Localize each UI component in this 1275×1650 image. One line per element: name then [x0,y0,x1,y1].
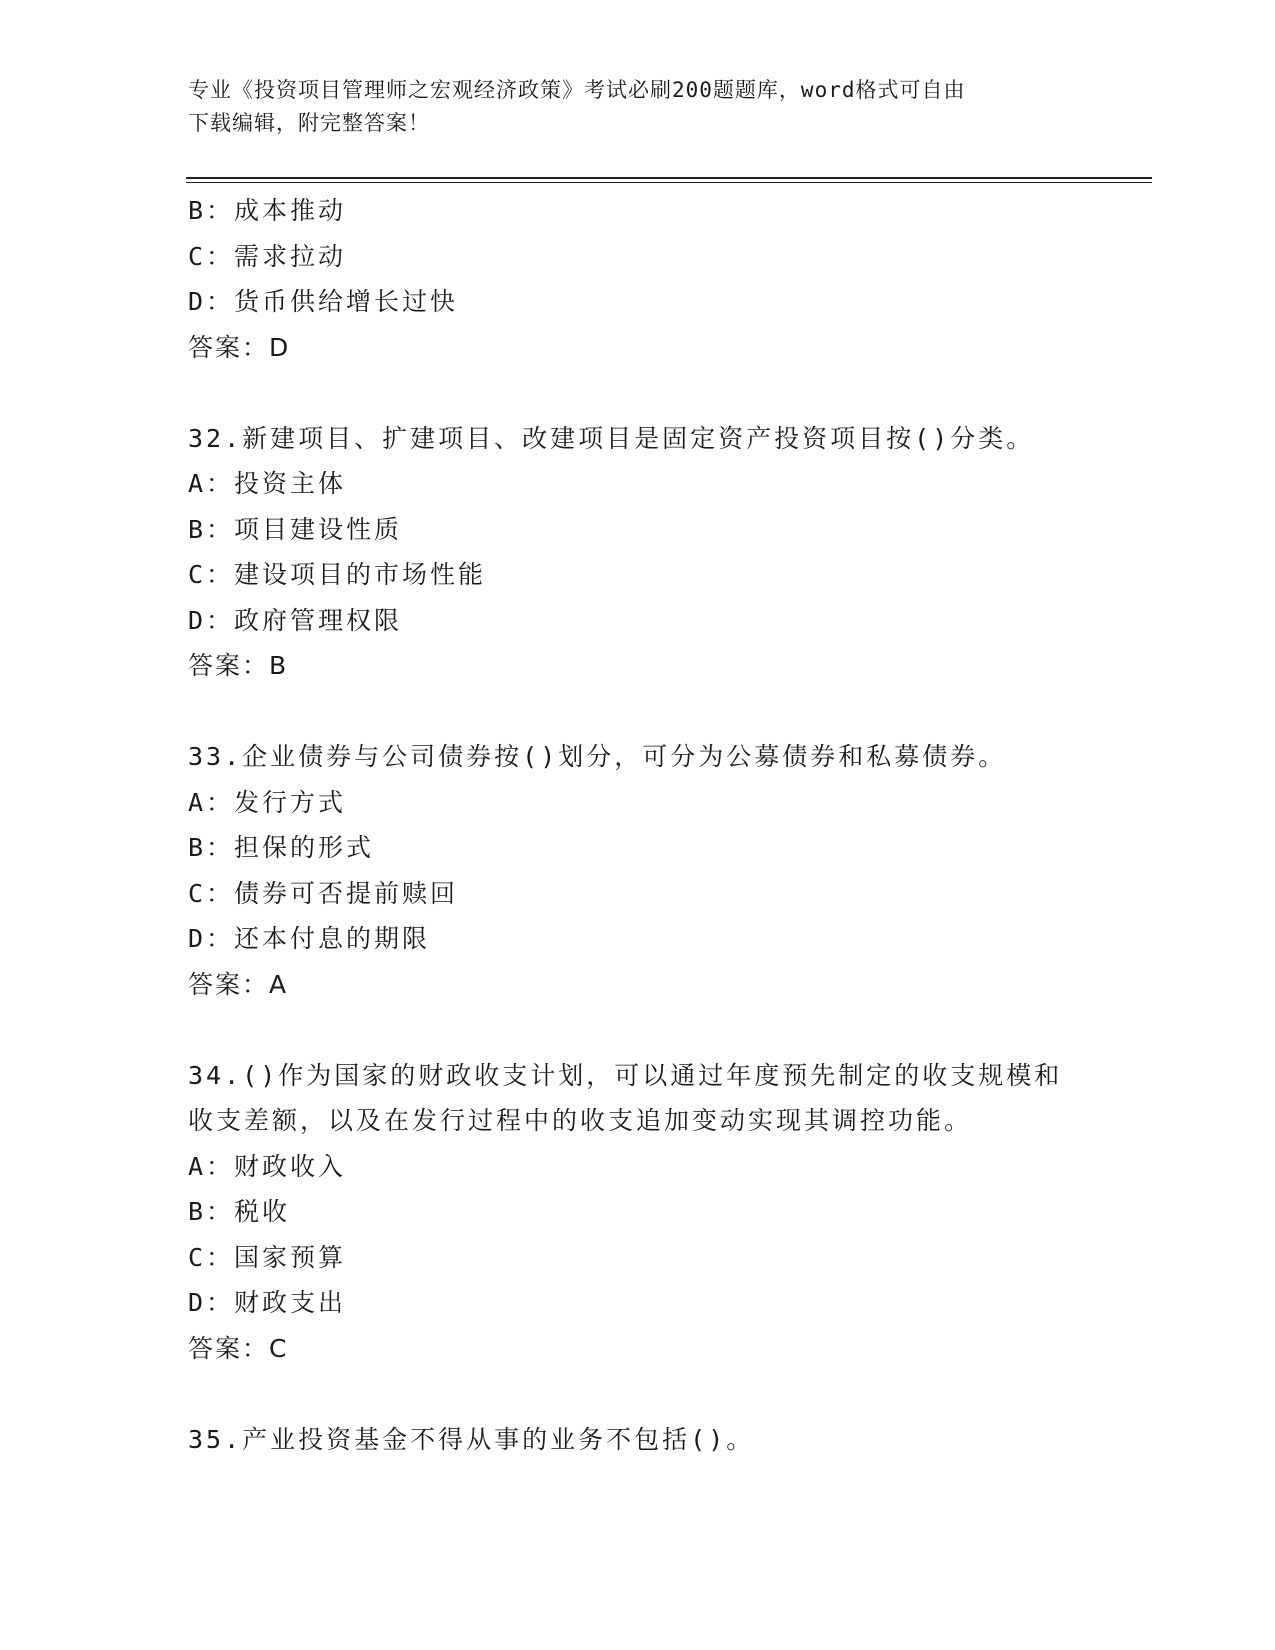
answer: 答案：D [188,332,291,362]
answer: 答案：B [188,651,289,680]
question-stem: 34.()作为国家的财政收支计划，可以通过年度预先制定的收支规模和收支差额，以及在发行过程中的收支追加变动实现其调控功能。 [188,1060,1063,1135]
question-stem: 32.新建项目、扩建项目、改建项目是固定资产投资项目按()分类。 [188,423,1035,453]
option-c: C：债券可否提前赎回 [188,878,459,908]
option-c: C：需求拉动 [188,241,347,271]
question-stem: 35.产业投资基金不得从事的业务不包括()。 [188,1424,755,1454]
option-d: D：政府管理权限 [188,605,403,635]
option-d: D：货币供给增长过快 [188,287,459,316]
option-c: C：国家预算 [188,1242,347,1272]
option-d: D：财政支出 [188,1288,347,1317]
option-a: A：财政收入 [188,1151,347,1181]
question-block-33 [188,734,1088,1007]
answer: 答案：C [188,1333,289,1363]
spacer [188,689,1088,735]
option-d: D：还本付息的期限 [188,924,431,953]
question-stem: 33.企业债券与公司债券按()划分，可分为公募债券和私募债券。 [188,742,1007,771]
question-block-34 [188,1053,1088,1372]
option-c: C：建设项目的市场性能 [188,560,487,589]
question-block-32 [188,416,1088,689]
page-header [188,74,1068,140]
answer: 答案：A [188,969,289,999]
option-a: A：投资主体 [188,469,347,498]
option-b: B：项目建设性质 [188,514,403,544]
option-b: B：税收 [188,1197,291,1226]
header-line-2: 下载编辑，附完整答案！ [188,111,430,135]
header-line-1: 专业《投资项目管理师之宏观经济政策》考试必刷200题题库，word格式可自由 [188,78,966,102]
option-a: A：发行方式 [188,787,347,817]
option-b: B：担保的形式 [188,833,375,862]
question-block-31 [188,188,1088,370]
option-b: B：成本推动 [188,196,347,225]
header-divider [186,177,1152,183]
question-list [188,188,1088,1462]
spacer [188,1007,1088,1053]
question-block-35 [188,1417,1088,1463]
spacer [188,1371,1088,1417]
spacer [188,370,1088,416]
